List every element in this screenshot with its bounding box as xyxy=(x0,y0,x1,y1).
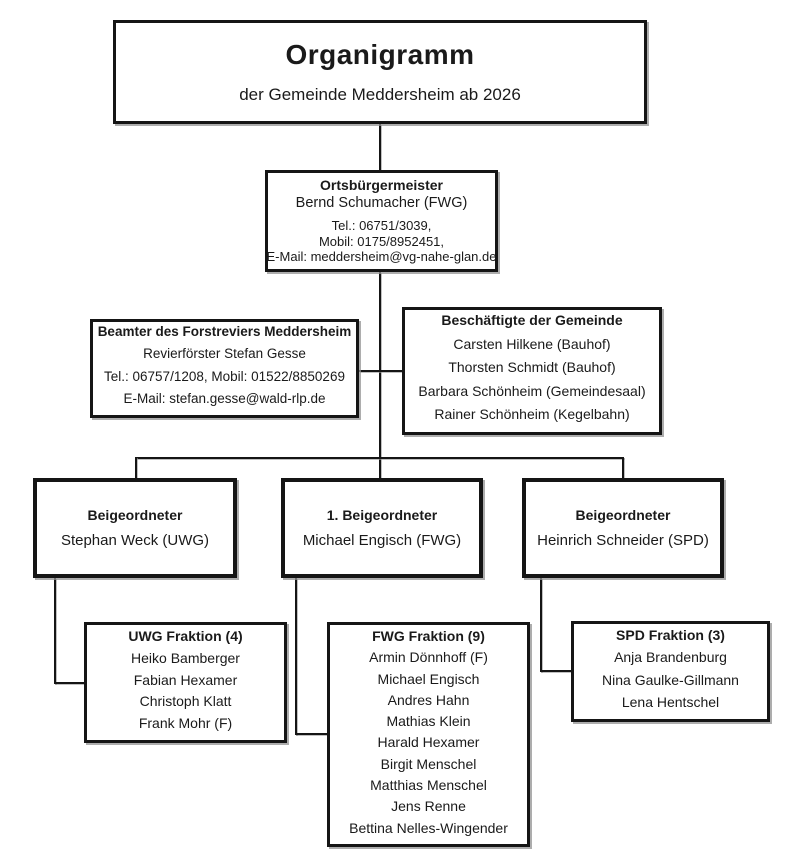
deputy-2-name: Michael Engisch (FWG) xyxy=(302,532,462,549)
mayor-contact-line: Mobil: 0175/8952451, xyxy=(318,233,445,249)
municipal-staff-role: Beschäftigte der Gemeinde xyxy=(441,312,623,328)
page-subtitle: der Gemeinde Meddersheim ab 2026 xyxy=(239,85,521,104)
page-title: Organigramm xyxy=(285,39,475,70)
mayor-box xyxy=(265,170,498,272)
faction-member: Frank Mohr (F) xyxy=(138,715,233,732)
connector-deputy1-uwg-h xyxy=(54,682,85,684)
deputy-3-name: Heinrich Schneider (SPD) xyxy=(537,532,709,549)
forest-officer-details xyxy=(93,339,356,413)
forest-officer-line: E-Mail: stefan.gesse@wald-rlp.de xyxy=(123,390,326,406)
deputy-1-name: Stephan Weck (UWG) xyxy=(60,532,210,549)
faction-member: Lena Hentschel xyxy=(621,693,720,710)
connector-mayor-deputies xyxy=(379,272,381,478)
connector-deputy2-fwg-h xyxy=(295,733,328,735)
faction-spd-members xyxy=(574,643,767,716)
deputy-box-2 xyxy=(281,478,483,578)
connector-drop-deputy-3 xyxy=(622,457,624,478)
connector-drop-deputy-1 xyxy=(135,457,137,478)
connector-deputy2-fwg-v xyxy=(295,578,297,735)
staff-member: Rainer Schönheim (Kegelbahn) xyxy=(434,406,630,423)
faction-member: Matthias Menschel xyxy=(370,777,487,794)
faction-fwg-members xyxy=(330,644,527,841)
faction-spd-title: SPD Fraktion (3) xyxy=(616,627,725,643)
forest-officer-line: Revierförster Stefan Gesse xyxy=(143,346,306,362)
deputy-box-3 xyxy=(522,478,724,578)
staff-member: Thorsten Schmidt (Bauhof) xyxy=(448,359,616,376)
faction-member: Harald Hexamer xyxy=(377,734,480,751)
deputy-3-role: Beigeordneter xyxy=(575,507,671,523)
faction-member: Bettina Nelles-Wingender xyxy=(349,819,508,836)
municipal-staff-box xyxy=(402,307,662,435)
forest-officer-box xyxy=(90,319,359,418)
faction-member: Christoph Klatt xyxy=(139,693,232,710)
staff-member: Carsten Hilkene (Bauhof) xyxy=(453,335,611,352)
connector-deputy3-spd-h xyxy=(540,670,572,672)
connector-forest-staff xyxy=(359,370,403,372)
forest-officer-role: Beamter des Forstreviers Meddersheim xyxy=(97,324,352,339)
faction-member: Michael Engisch xyxy=(377,670,480,687)
connector-title-mayor xyxy=(379,124,381,170)
faction-member: Nina Gaulke-Gillmann xyxy=(602,671,739,688)
faction-member: Fabian Hexamer xyxy=(133,671,238,688)
title-box xyxy=(113,20,647,124)
mayor-contact xyxy=(268,218,495,265)
forest-officer-line: Tel.: 06757/1208, Mobil: 01522/8850269 xyxy=(104,368,345,384)
faction-member: Mathias Klein xyxy=(386,713,471,730)
faction-member: Anja Brandenburg xyxy=(614,649,727,666)
faction-member: Heiko Bamberger xyxy=(131,649,240,666)
mayor-name: Bernd Schumacher (FWG) xyxy=(295,195,468,212)
faction-uwg-title: UWG Fraktion (4) xyxy=(128,628,243,644)
faction-box-fwg xyxy=(327,622,530,847)
municipal-staff-members xyxy=(405,328,659,430)
faction-member: Jens Renne xyxy=(391,798,466,815)
connector-deputy3-spd-v xyxy=(540,578,542,672)
deputy-box-1 xyxy=(33,478,237,578)
faction-fwg-title: FWG Fraktion (9) xyxy=(372,628,485,644)
faction-box-uwg xyxy=(84,622,287,743)
faction-member: Armin Dönnhoff (F) xyxy=(369,649,488,666)
faction-uwg-members xyxy=(87,644,284,737)
faction-box-spd xyxy=(571,621,770,722)
staff-member: Barbara Schönheim (Gemeindesaal) xyxy=(418,382,646,399)
mayor-contact-line: E-Mail: meddersheim@vg-nahe-glan.de xyxy=(266,249,497,265)
faction-member: Andres Hahn xyxy=(387,691,470,708)
connector-deputies-horizontal xyxy=(135,457,624,459)
deputy-2-role: 1. Beigeordneter xyxy=(326,507,438,523)
faction-member: Birgit Menschel xyxy=(380,755,477,772)
connector-deputy1-uwg-v xyxy=(54,578,56,684)
deputy-1-role: Beigeordneter xyxy=(87,507,183,523)
mayor-contact-line: Tel.: 06751/3039, xyxy=(331,218,432,234)
mayor-role: Ortsbürgermeister xyxy=(320,177,443,194)
